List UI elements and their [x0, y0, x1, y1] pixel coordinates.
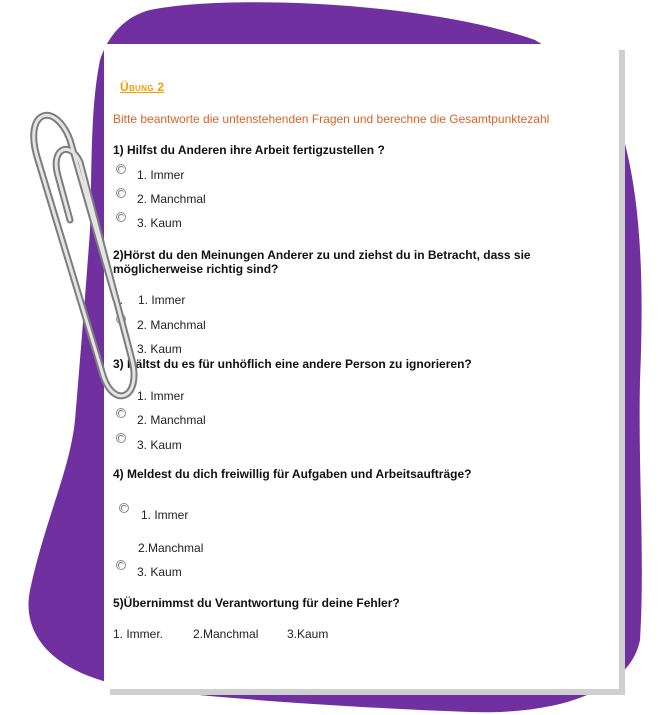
q1-option3-label: 3. Kaum — [137, 216, 182, 230]
q3-option2-label: 2. Manchmal — [137, 413, 206, 427]
q5-option1-label: 1. Immer. — [113, 627, 164, 641]
q3-option3-label: 3. Kaum — [137, 438, 182, 452]
q2-list-number: 1. — [113, 293, 124, 307]
instruction-text: Bitte beantworte die untenstehenden Fragen und berechne die Gesamtpunktezahl — [113, 112, 550, 126]
q4-option1-label: 1. Immer — [141, 508, 189, 522]
question-1: 1) Hilfst du Anderen ihre Arbeit fertigzustellen ? — [113, 143, 385, 157]
q1-option1-label: 1. Immer — [137, 168, 185, 182]
q1-option2-label: 2. Manchmal — [137, 192, 206, 206]
q2-option1-label: 1. Immer — [138, 293, 186, 307]
question-2: 2)Hörst du den Meinungen Anderer zu und ziehst du in Betracht, dass sie möglicherweise richtig sind? — [113, 248, 531, 276]
question-5: 5)Übernimmst du Verantwortung für deine Fehler? — [113, 596, 400, 610]
q4-option3-label: 3. Kaum — [137, 565, 182, 579]
q4-option2-label: 2.Manchmal — [138, 541, 204, 555]
page-title: Übung 2 — [120, 80, 165, 94]
q2-option3-label: 3. Kaum — [137, 342, 182, 356]
q5-option3-label: 3.Kaum — [287, 627, 329, 641]
q3-option1-label: 1. Immer — [137, 389, 185, 403]
question-3: 3) Hältst du es für unhöflich eine andere Person zu ignorieren? — [113, 357, 472, 371]
question-4: 4) Meldest du dich freiwillig für Aufgaben und Arbeitsaufträge? — [113, 467, 472, 481]
q2-option2-label: 2. Manchmal — [137, 318, 206, 332]
q5-option2-label: 2.Manchmal — [193, 627, 259, 641]
